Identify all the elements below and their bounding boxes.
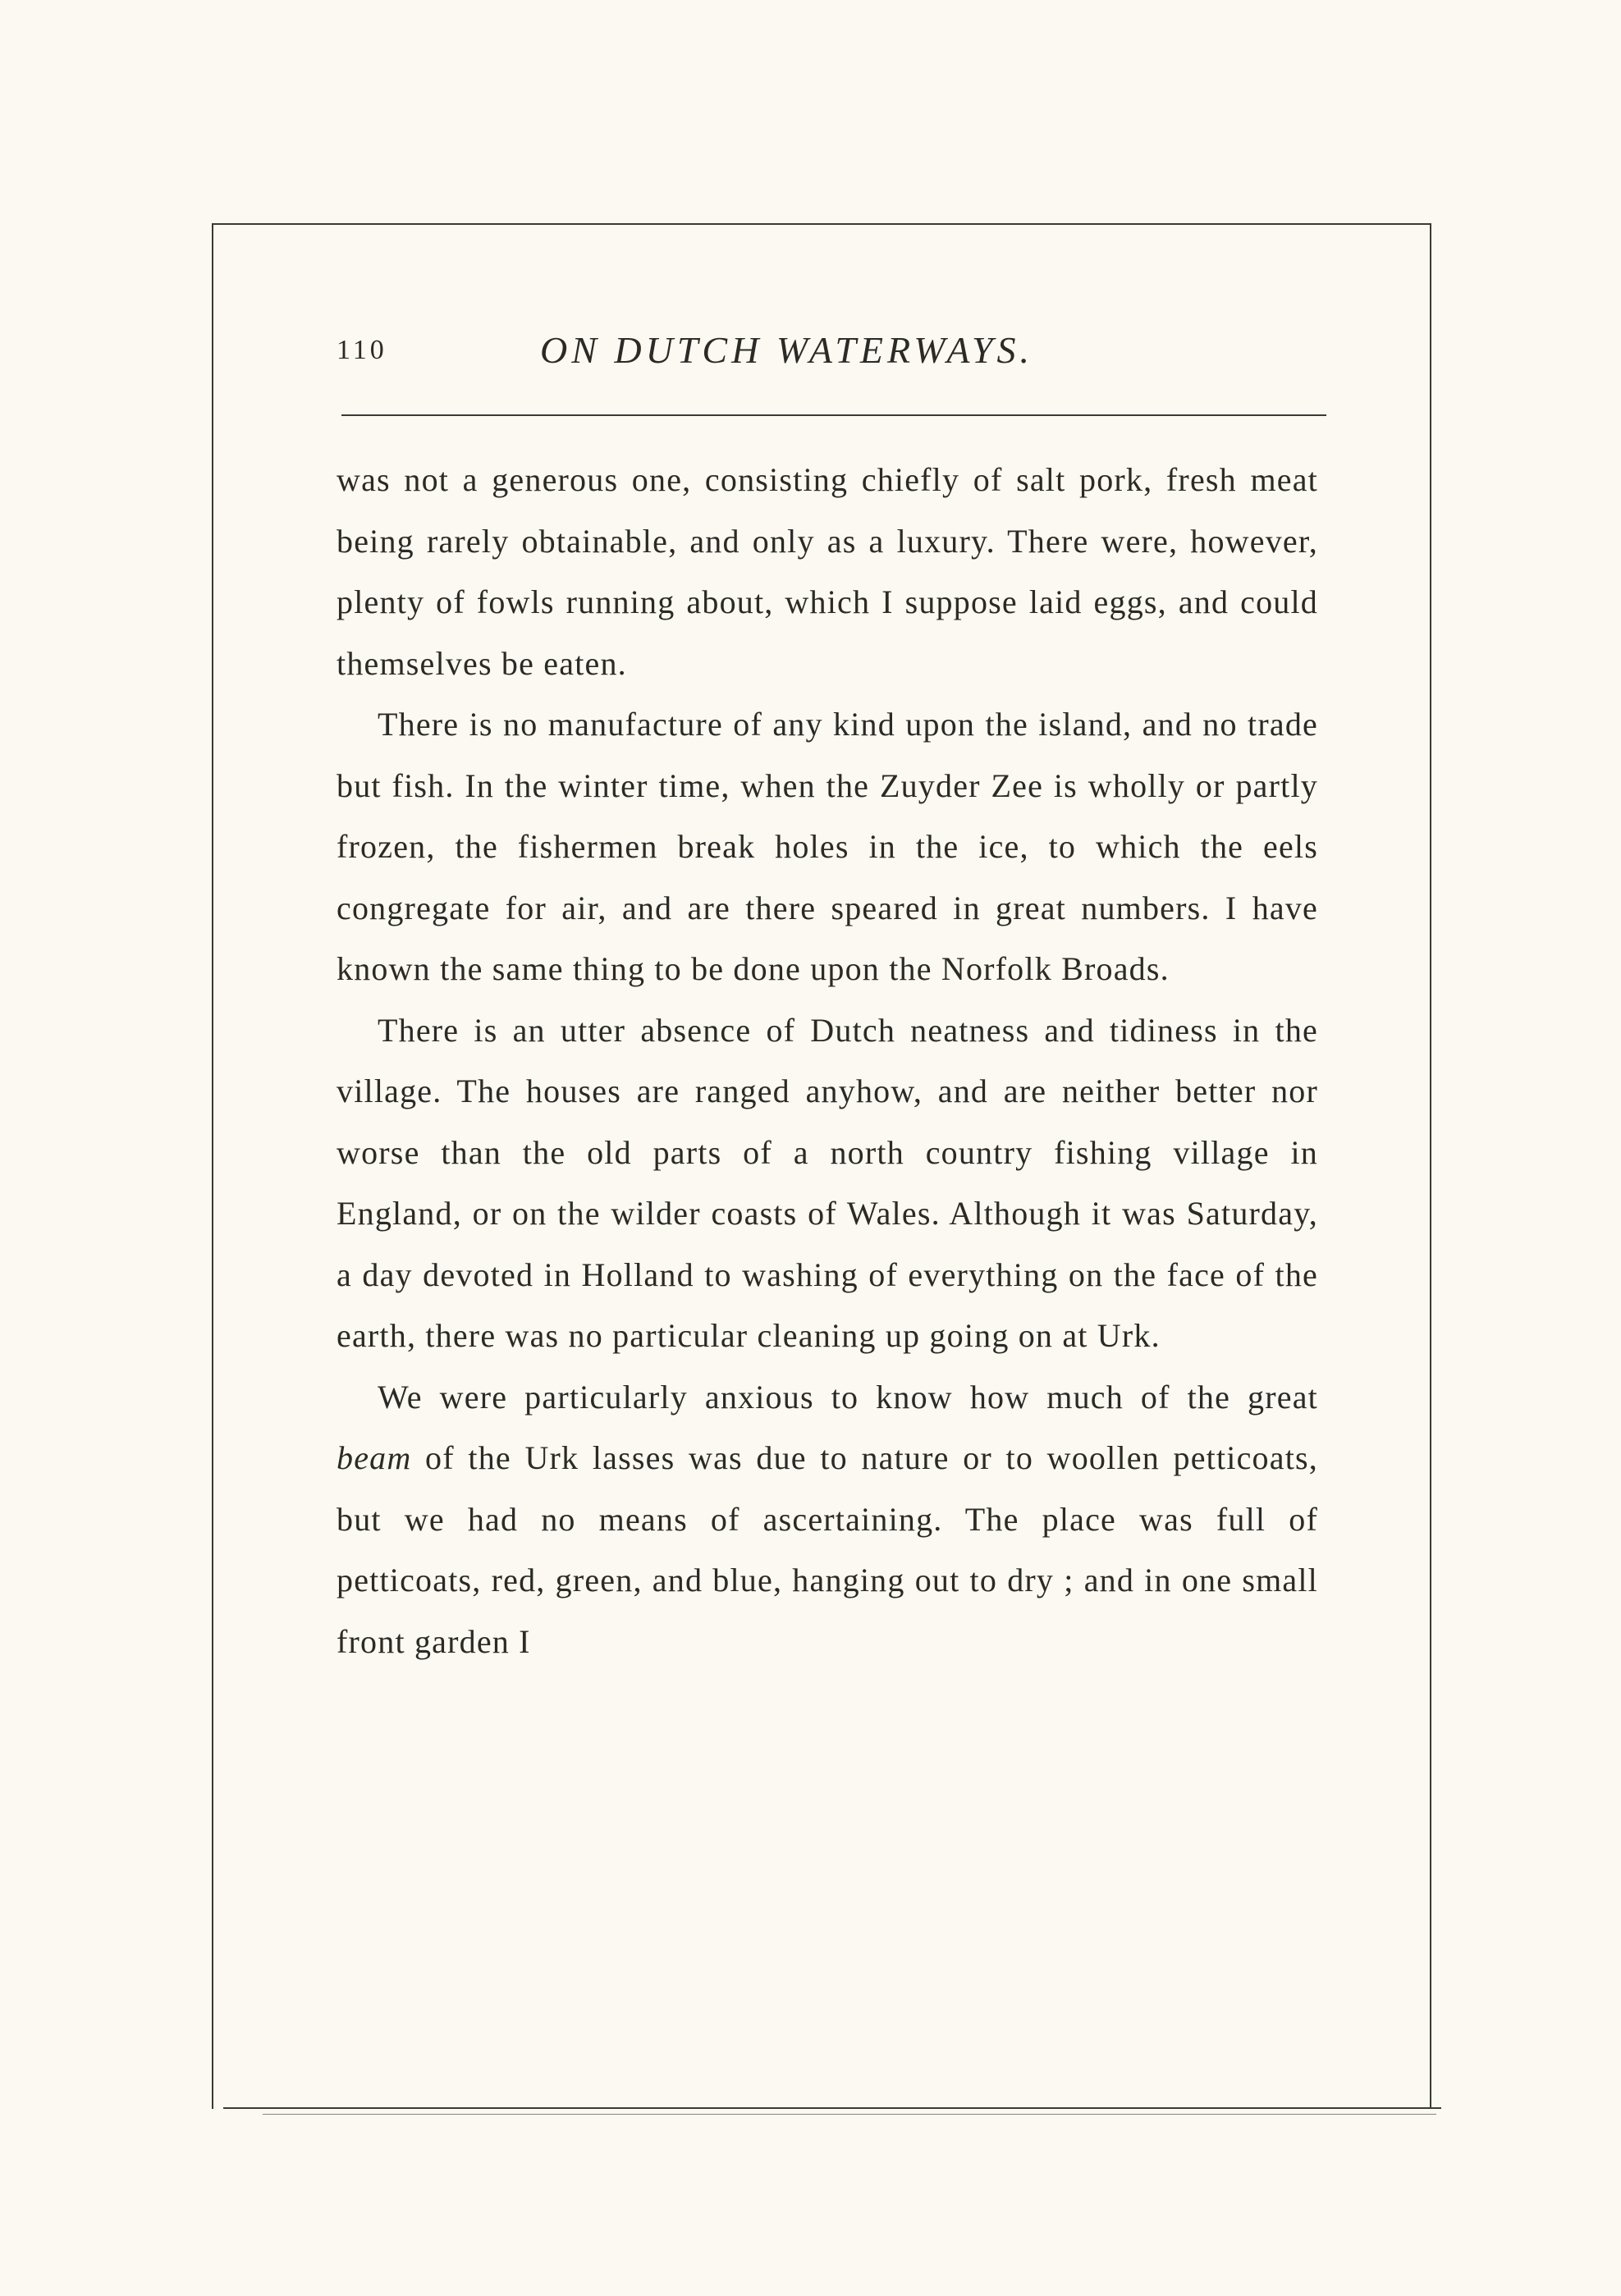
frame-bottom-inner-rule bbox=[263, 2114, 1436, 2115]
paragraph-3: There is an utter absence of Dutch neatness and tidiness in the village. The houses are ranged anyhow, and are neither better nor worse than the old parts of a north country fishing village in England, or on the wilder coasts of Wales. Although it was Saturday, a day devoted in Holland to washing of everything on the face of the earth, there was no particular cleaning up going on at Urk. bbox=[337, 1011, 1318, 1354]
body-text bbox=[337, 450, 1318, 1672]
paragraph-2: There is no manufacture of any kind upon the island, and no trade but fish. In the winter time, when the Zuyder Zee is wholly or partly frozen, the fishermen break holes in the ice, to which the eels congregate for air, and are there speared in great numbers. I have known the same thing to be done upon the Norfolk Broads. bbox=[337, 706, 1318, 987]
paragraph-4-text-start: We were particularly anxious to know how much of the great bbox=[378, 1378, 1318, 1416]
running-title: ON DUTCH WATERWAYS. bbox=[540, 329, 1034, 371]
paragraph-4-text-end: of the Urk lasses was due to nature or to woollen petticoats, but we had no means of ascertaining. The place was full of petticoats, red, green, and blue, hanging out to dry ; and in one small front garden I bbox=[337, 1439, 1318, 1660]
paragraph-4 bbox=[337, 1367, 1318, 1673]
running-head bbox=[337, 328, 1328, 386]
header-rule bbox=[341, 414, 1326, 416]
paragraph-1: was not a generous one, consisting chiefly of salt pork, fresh meat being rarely obtainable, and only as a luxury. There were, however, plenty of fowls running about, which I suppose laid eggs, and could themselves be eaten. bbox=[337, 461, 1318, 682]
page-number: 110 bbox=[337, 335, 387, 365]
frame-bottom-rule bbox=[223, 2107, 1441, 2109]
paragraph-4-emphasis: beam bbox=[337, 1439, 412, 1476]
frame-right-rule bbox=[1430, 223, 1431, 2109]
frame-left-rule bbox=[212, 223, 213, 2109]
frame-top-rule bbox=[212, 223, 1430, 225]
